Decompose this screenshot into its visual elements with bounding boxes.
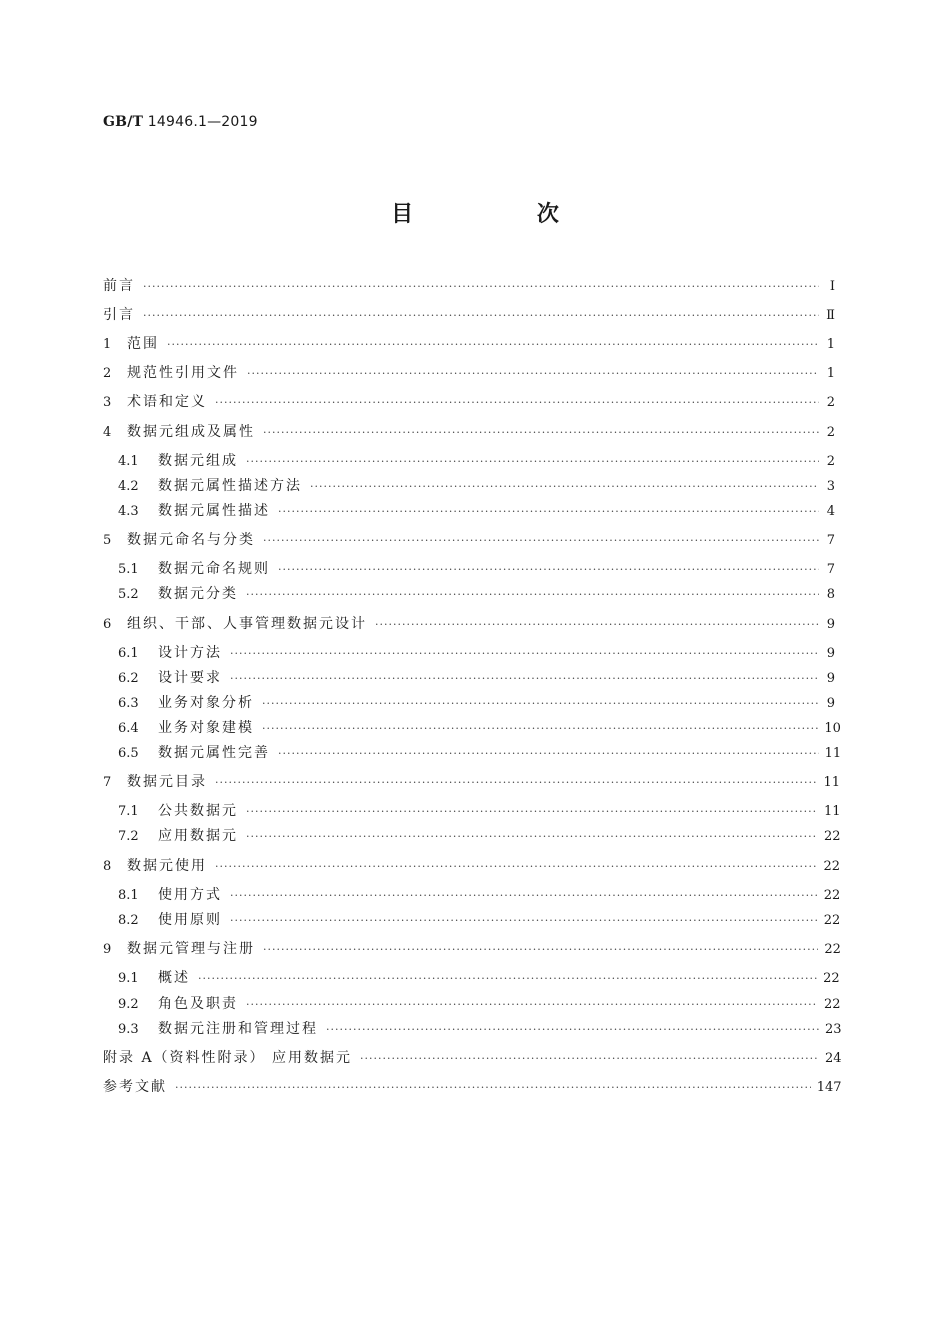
toc-entry-page: 11	[823, 775, 840, 790]
toc-entry-label: 引言	[103, 307, 135, 323]
toc-entry[interactable]	[103, 392, 835, 412]
toc-entry-label: 组织、干部、人事管理数据元设计	[127, 616, 367, 632]
toc-entry[interactable]	[118, 1019, 842, 1039]
page-title: 目 次	[391, 202, 597, 227]
toc-entry-label: 应用数据元	[158, 828, 238, 844]
toc-entry-label: 数据元管理与注册	[127, 941, 255, 957]
toc-dot-leader	[230, 669, 819, 689]
toc-entry-label: 术语和定义	[127, 394, 207, 410]
toc-entry[interactable]	[118, 559, 835, 579]
toc-entry-label: 设计方法	[158, 645, 222, 661]
toc-entry-number: 5.2	[118, 587, 139, 602]
toc-entry-label: 业务对象建模	[158, 720, 254, 736]
toc-entry-label: 数据元命名与分类	[127, 532, 255, 548]
standard-prefix: GB/T	[103, 114, 144, 130]
toc-entry-number: 5	[103, 533, 112, 548]
toc-entry[interactable]	[118, 501, 835, 521]
toc-entry-label: 设计要求	[158, 670, 222, 686]
toc-entry-page: Ⅰ	[829, 279, 835, 294]
toc-entry-number: 4	[103, 425, 112, 440]
toc-entry-label: 数据元分类	[158, 586, 238, 602]
toc-entry-number: 7.2	[118, 829, 139, 844]
toc-dot-leader	[215, 857, 817, 877]
toc-dot-leader	[246, 827, 818, 847]
toc-entry-number: 1	[103, 337, 112, 352]
toc-dot-leader	[167, 335, 819, 355]
toc-entry-page: 22	[824, 997, 841, 1012]
toc-entry-number: 4.2	[118, 479, 139, 494]
toc-entry-page: 22	[823, 859, 840, 874]
toc-entry[interactable]	[118, 451, 835, 471]
toc-entry[interactable]	[118, 910, 841, 930]
toc-dot-leader	[326, 1020, 819, 1040]
toc-dot-leader	[143, 306, 819, 326]
toc-dot-leader	[263, 423, 819, 443]
toc-dot-leader	[262, 694, 819, 714]
toc-entry-number: 9.2	[118, 997, 139, 1012]
toc-entry[interactable]	[118, 693, 835, 713]
toc-entry-label: 参考文献	[103, 1079, 167, 1095]
toc-entry-label: 附录 A（资料性附录） 应用数据元	[103, 1050, 353, 1066]
toc-entry[interactable]	[118, 826, 841, 846]
toc-entry[interactable]	[103, 530, 835, 550]
toc-entry[interactable]	[118, 743, 842, 763]
toc-entry-number: 8	[103, 859, 112, 874]
toc-dot-leader	[230, 644, 819, 664]
toc-entry[interactable]	[103, 334, 835, 354]
toc-dot-leader	[246, 452, 819, 472]
toc-entry[interactable]	[118, 718, 841, 738]
toc-entry-number: 5.1	[118, 562, 139, 577]
toc-entry-number: 3	[103, 395, 112, 410]
toc-entry-page: 1	[826, 337, 835, 352]
toc-entry-page: 147	[816, 1080, 842, 1095]
toc-dot-leader	[215, 773, 817, 793]
toc-dot-leader	[246, 995, 818, 1015]
toc-entry[interactable]	[118, 994, 841, 1014]
toc-entry-number: 2	[103, 366, 112, 381]
toc-entry[interactable]	[118, 643, 835, 663]
toc-entry[interactable]	[103, 772, 840, 792]
toc-entry[interactable]	[103, 614, 835, 634]
toc-entry[interactable]	[118, 668, 835, 688]
toc-entry-label: 规范性引用文件	[127, 365, 239, 381]
toc-entry-page: 8	[826, 587, 835, 602]
toc-dot-leader	[262, 719, 818, 739]
toc-entry-page: 24	[825, 1051, 842, 1066]
standard-number: 14946.1—2019	[147, 114, 258, 130]
toc-entry-number: 9.1	[118, 971, 139, 986]
toc-entry-number: 4.3	[118, 504, 139, 519]
toc-entry-label: 数据元使用	[127, 858, 207, 874]
toc-entry-label: 数据元组成及属性	[127, 424, 255, 440]
toc-entry-page: 22	[823, 971, 840, 986]
toc-entry-label: 数据元目录	[127, 774, 207, 790]
toc-entry-label: 角色及职责	[158, 996, 238, 1012]
toc-entry-number: 9	[103, 942, 112, 957]
toc-entry-page: 9	[826, 617, 835, 632]
toc-entry-page: 7	[826, 562, 835, 577]
toc-entry-label: 使用原则	[158, 912, 222, 928]
toc-dot-leader	[278, 502, 819, 522]
toc-entry-label: 概述	[158, 970, 190, 986]
toc-entry-number: 6.3	[118, 696, 139, 711]
toc-entry-number: 7	[103, 775, 112, 790]
toc-entry-page: 1	[826, 366, 835, 381]
toc-entry-label: 数据元命名规则	[158, 561, 270, 577]
toc-entry-page: 10	[824, 721, 841, 736]
toc-entry[interactable]	[103, 939, 841, 959]
toc-entry-number: 8.1	[118, 888, 139, 903]
toc-entry-number: 9.3	[118, 1022, 139, 1037]
toc-entry-number: 6.5	[118, 746, 139, 761]
toc-entry[interactable]	[103, 856, 840, 876]
toc-entry-number: 7.1	[118, 804, 139, 819]
toc-entry-page: 4	[826, 504, 835, 519]
toc-entry-label: 使用方式	[158, 887, 222, 903]
toc-entry[interactable]	[103, 422, 835, 442]
toc-entry-page: 11	[824, 804, 841, 819]
toc-entry-page: 11	[824, 746, 842, 761]
toc-entry-page: 2	[826, 454, 835, 469]
toc-entry-number: 6.4	[118, 721, 139, 736]
toc-entry-number: 8.2	[118, 913, 139, 928]
toc-entry-page: 22	[824, 942, 841, 957]
toc-entry-label: 前言	[103, 278, 135, 294]
toc-entry[interactable]	[103, 276, 835, 296]
toc-entry-label: 公共数据元	[158, 803, 238, 819]
toc-entry-label: 数据元注册和管理过程	[158, 1021, 318, 1037]
toc-dot-leader	[230, 911, 818, 931]
toc-entry[interactable]	[103, 1077, 842, 1097]
toc-entry[interactable]	[118, 968, 840, 988]
toc-entry-number: 6	[103, 617, 112, 632]
toc-entry-page: 22	[823, 888, 841, 903]
toc-entry[interactable]	[118, 584, 835, 604]
toc-dot-leader	[230, 886, 818, 906]
standard-code	[103, 114, 258, 130]
toc-dot-leader	[310, 477, 819, 497]
toc-dot-leader	[360, 1049, 819, 1069]
toc-dot-leader	[375, 615, 819, 635]
toc-entry-label: 范围	[127, 336, 159, 352]
toc-entry-label: 数据元属性描述方法	[158, 478, 302, 494]
toc-entry[interactable]	[103, 1048, 842, 1068]
toc-entry-number: 6.2	[118, 671, 139, 686]
toc-entry-page: 2	[826, 395, 835, 410]
toc-entry-page: 2	[826, 425, 835, 440]
toc-entry-page: 7	[826, 533, 835, 548]
toc-dot-leader	[143, 277, 819, 297]
toc-entry[interactable]	[103, 363, 835, 383]
toc-dot-leader	[198, 969, 817, 989]
toc-entry-page: 23	[825, 1022, 842, 1037]
toc-entry-page: 22	[823, 913, 841, 928]
toc-entry-number: 4.1	[118, 454, 139, 469]
toc-dot-leader	[247, 364, 819, 384]
toc-entry[interactable]	[118, 476, 835, 496]
toc-entry-page: Ⅱ	[826, 308, 835, 323]
toc-entry-number: 6.1	[118, 646, 139, 661]
toc-entry-page: 9	[826, 671, 835, 686]
toc-dot-leader	[263, 940, 818, 960]
toc-dot-leader	[175, 1078, 811, 1098]
toc-entry-page: 3	[826, 479, 835, 494]
toc-dot-leader	[263, 531, 819, 551]
toc-dot-leader	[278, 744, 819, 764]
toc-dot-leader	[215, 393, 819, 413]
toc-entry-page: 9	[826, 646, 835, 661]
toc-entry[interactable]	[118, 801, 841, 821]
toc-entry-label: 数据元组成	[158, 453, 238, 469]
toc-entry-label: 数据元属性描述	[158, 503, 270, 519]
toc-dot-leader	[278, 560, 819, 580]
toc-entry-page: 9	[826, 696, 835, 711]
toc-dot-leader	[246, 802, 818, 822]
toc-entry-label: 数据元属性完善	[158, 745, 270, 761]
toc-dot-leader	[246, 585, 819, 605]
toc-entry[interactable]	[103, 305, 835, 325]
toc-entry-page: 22	[824, 829, 841, 844]
toc-entry[interactable]	[118, 885, 841, 905]
toc-entry-label: 业务对象分析	[158, 695, 254, 711]
